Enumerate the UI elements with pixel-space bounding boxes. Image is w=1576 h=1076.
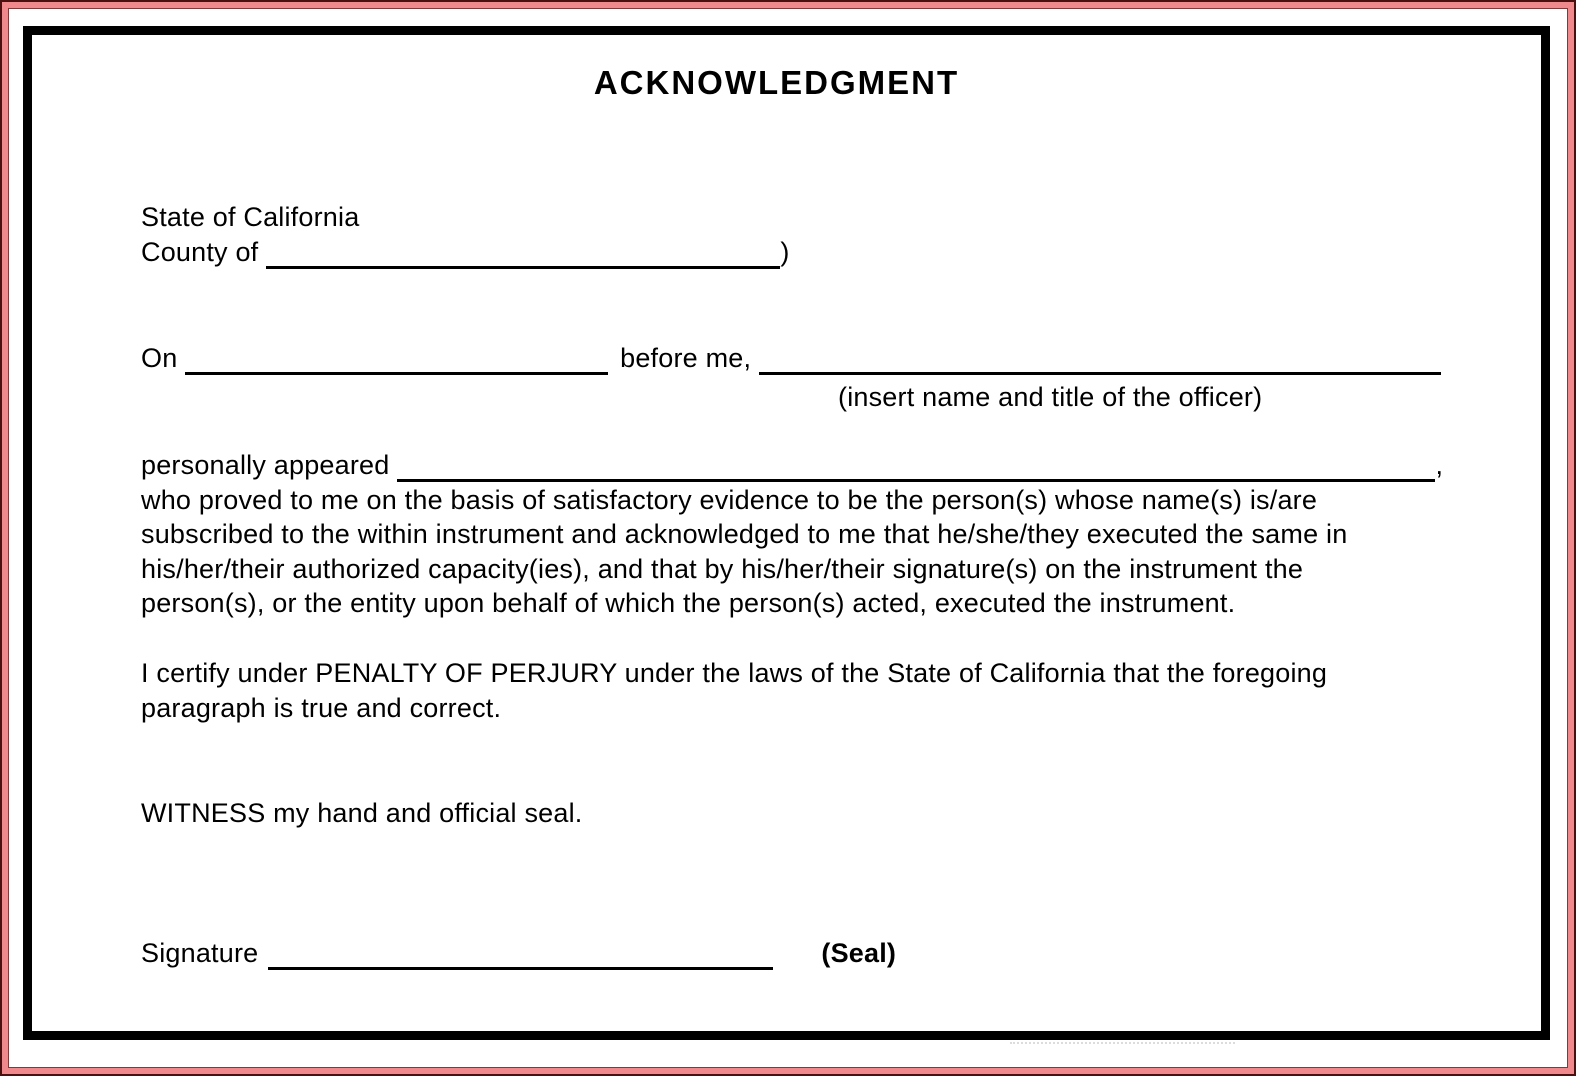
signature-label: Signature <box>141 938 259 968</box>
trailing-comma: , <box>1435 450 1444 480</box>
county-blank-line <box>266 242 780 269</box>
paragraph-line: his/her/their authorized capacity(ies), and that by his/her/their signature(s) on the instrument the <box>141 553 1304 584</box>
date-line <box>141 341 1441 376</box>
paragraph-line: person(s), or the entity upon behalf of which the person(s) acted, executed the instrument. <box>141 588 1236 619</box>
appeared-names-blank-line <box>397 455 1435 482</box>
certification-line: I certify under PENALTY OF PERJURY under the laws of the State of California that the foregoing <box>141 658 1328 688</box>
date-blank-line <box>185 348 608 375</box>
scan-artifact-line <box>1010 1042 1235 1044</box>
county-label: County of <box>141 237 259 267</box>
on-label: On <box>141 343 178 373</box>
before-me-label: before me, <box>620 343 752 373</box>
witness-line: WITNESS my hand and official seal. <box>141 798 583 828</box>
county-line <box>141 235 790 270</box>
officer-caption: (insert name and title of the officer) <box>838 382 1263 412</box>
paragraph-line: who proved to me on the basis of satisfactory evidence to be the person(s) whose name(s) is/are <box>141 484 1318 515</box>
close-paren: ) <box>780 237 790 267</box>
paragraph-line: subscribed to the within instrument and acknowledged to me that he/she/they executed the same in <box>141 519 1348 550</box>
seal-label: (Seal) <box>821 938 897 968</box>
appearance-paragraph <box>141 448 1443 621</box>
form-title: ACKNOWLEDGMENT <box>593 64 960 101</box>
signature-blank-line <box>268 943 773 970</box>
signature-line <box>141 936 896 971</box>
officer-name-blank-line <box>759 348 1441 375</box>
certification-paragraph <box>141 656 1327 725</box>
certification-line: paragraph is true and correct. <box>141 692 502 723</box>
personally-appeared-line <box>141 448 1443 483</box>
personally-appeared-label: personally appeared <box>141 450 390 480</box>
state-line: State of California <box>141 202 360 232</box>
